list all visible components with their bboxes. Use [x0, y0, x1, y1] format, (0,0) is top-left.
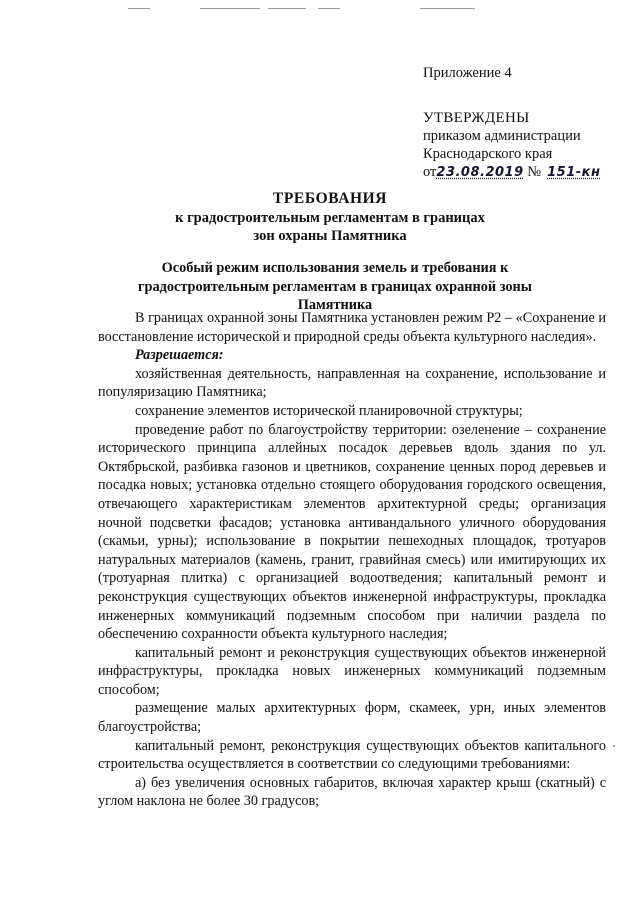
- document-title: [100, 190, 560, 246]
- scan-artifact-line: [420, 8, 475, 9]
- list-item: сохранение элементов исторической планировочной структуры;: [135, 402, 523, 419]
- title-line-2: к градостроительным регламентам в границах: [175, 209, 485, 226]
- document-body: [98, 309, 606, 811]
- scan-artifact-line: [318, 8, 340, 9]
- title-main: ТРЕБОВАНИЯ: [272, 190, 388, 207]
- section-subtitle: [100, 259, 570, 315]
- annex-label: Приложение 4: [423, 65, 512, 81]
- date-prefix: от: [423, 164, 437, 180]
- list-item: проведение работ по благоустройству территории: озеленение – сохранение исторического принципа аллейных посадок деревьев вдоль здания по ул. Октябрьской, разбивка газонов и цветников, сохранение ценных пород деревьев и посадка новых; установка отдельно стоящего оборудования городского освещения, отвечающего характеристикам элементов архитектурной среды; организация ночной подсветки фасадов; установка антивандального уличного оборудования (скамьи, урны); использование в покрытии пешеходных площадок, тротуаров натуральных материалов (камень, гранит, гравийная смесь) или имитирующих их (тротуарная плитка) с организацией водоотведения; капитальный ремонт и реконструкция существующих объектов инженерной инфраструктуры, прокладка инженерных коммуникаций подземным способом при наличии раздела по обеспечению сохранности объекта культурного наследия;: [98, 421, 606, 643]
- subtitle-line-2: градостроительным регламентам в границах охранной зоны Памятника: [138, 278, 532, 313]
- approval-line-order: приказом администрации: [423, 128, 581, 144]
- list-item: хозяйственная деятельность, направленная на сохранение, использование и популяризацию Памятника;: [98, 365, 606, 401]
- scan-artifact-dot: [613, 745, 615, 747]
- allowed-heading: Разрешается:: [135, 347, 224, 364]
- intro-paragraph: В границах охранной зоны Памятника установлен режим Р2 – «Сохранение и восстановление исторической и природной среды объекта культурного наследия».: [98, 310, 606, 345]
- scan-artifact-line: [268, 8, 306, 9]
- list-item: размещение малых архитектурных форм, скамеек, урн, иных элементов благоустройства;: [98, 700, 606, 736]
- handwritten-date: 23.08.2019: [436, 165, 524, 180]
- handwritten-number: 151-кн: [547, 165, 601, 180]
- approval-block: [423, 64, 628, 182]
- approved-heading: УТВЕРЖДЕНЫ: [423, 110, 530, 126]
- subtitle-line-1: Особый режим использования земель и требования к: [161, 260, 509, 276]
- approval-date-line: [423, 163, 628, 182]
- number-prefix: №: [527, 164, 542, 180]
- list-item: а) без увеличения основных габаритов, включая характер крыш (скатный) с углом наклона не более 30 градусов;: [98, 774, 606, 810]
- list-item: капитальный ремонт и реконструкция существующих объектов инженерной инфраструктуры, прокладка новых инженерных коммуникаций подземным способом;: [98, 644, 606, 698]
- approval-line-region: Краснодарского края: [423, 146, 553, 162]
- list-item: капитальный ремонт, реконструкция существующих объектов капитального строительства осуществляется в соответствии со следующими требованиями:: [98, 737, 606, 773]
- title-line-3: зон охраны Памятника: [253, 228, 407, 244]
- scan-artifact-line: [200, 8, 260, 9]
- scan-artifact-line: [128, 8, 150, 9]
